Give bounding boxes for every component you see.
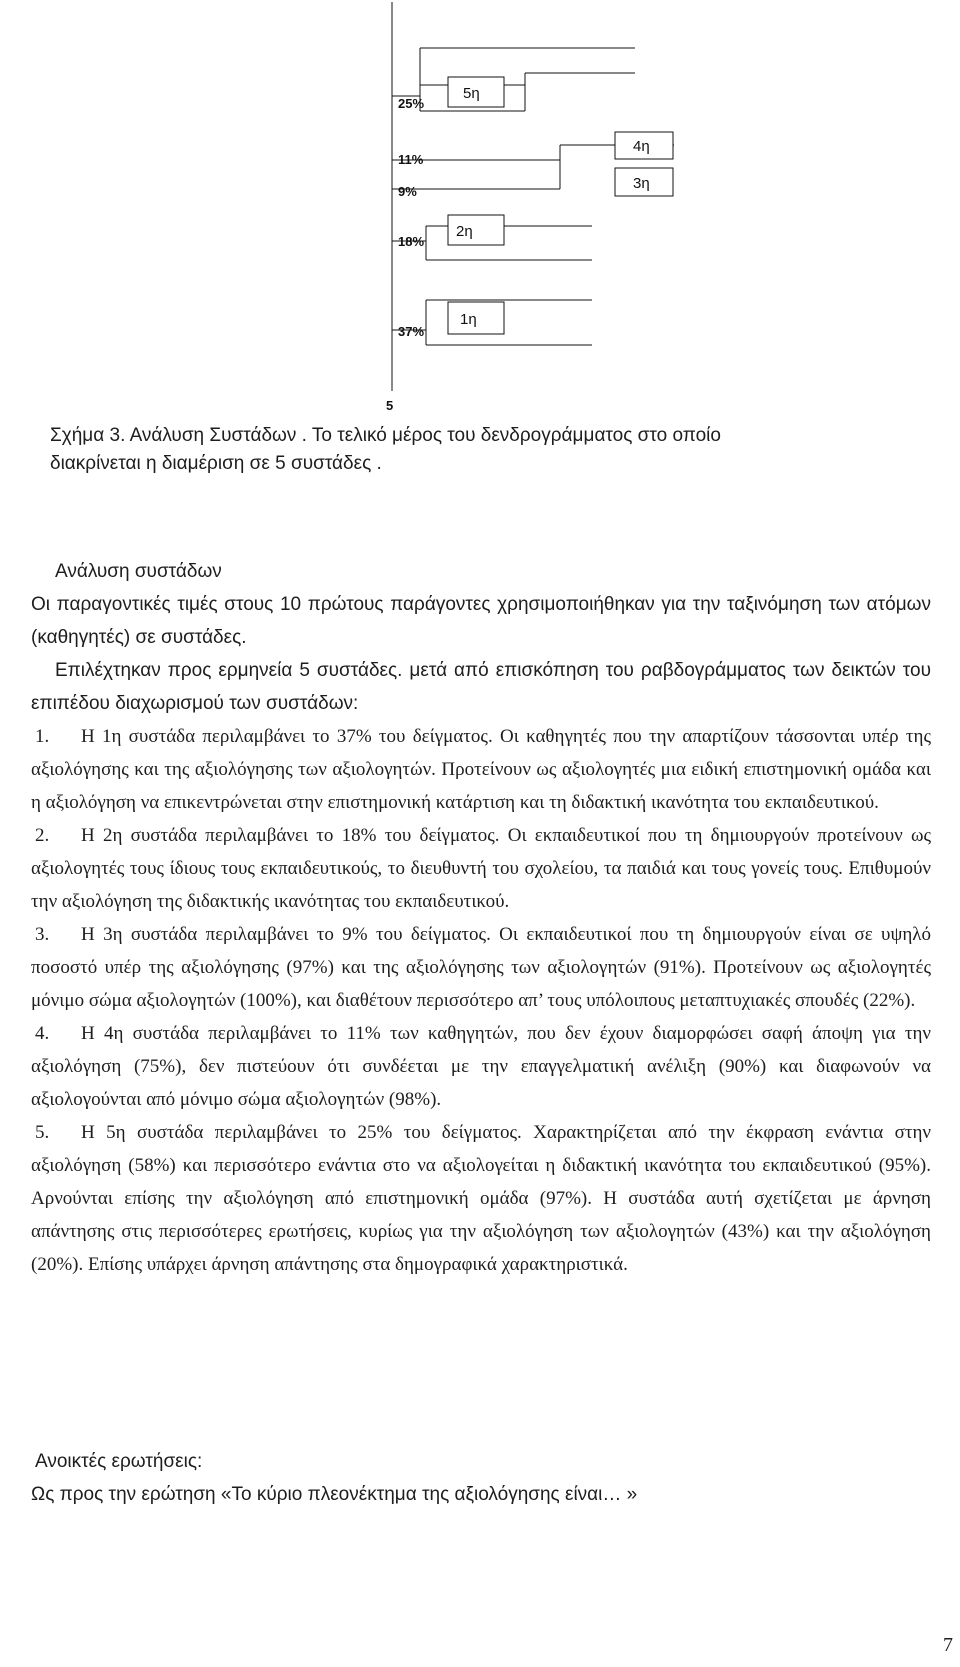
open-questions-line: Ως προς την ερώτηση «Το κύριο πλεονέκτημα της αξιολόγησης είναι… » (31, 1484, 638, 1505)
cluster-item-5 (31, 1116, 931, 1281)
cluster-item-number: 1. (35, 726, 50, 747)
cluster-label-2: 2η (456, 223, 473, 240)
cluster-item-number: 4. (35, 1023, 50, 1044)
cluster-label-5: 5η (463, 85, 480, 102)
cluster-item-text: Η 5η συστάδα περιλαμβάνει το 25% του δείγματος. Χαρακτηρίζεται από την έκφραση ενάντια στην αξιολόγηση (58%) και περισσότερο ενάντια στο να αξιολογείται η διδακτική ικανότητα του εκπαιδευτικού (95%). Αρνούνται επίσης την αξιολόγηση από επιστημονική ομάδα (97%). Η συστάδα αυτή σχετίζεται με άρνηση απάντησης στις περισσότερες ερωτήσεις, κυρίως για την αξιολόγηση των αξιολογητών (43%) και την αξιολόγηση (20%). Επίσης υπάρχει άρνηση απάντησης στα δημογραφικά χαρακτηριστικά. (31, 1122, 931, 1275)
cluster-label-4: 4η (633, 138, 650, 155)
cluster-item-1 (31, 720, 931, 819)
cluster-item-number: 3. (35, 924, 50, 945)
intro-paragraph-2: Επιλέχτηκαν προς ερμηνεία 5 συστάδες. μετά από επισκόπηση του ραβδογράμματος των δεικτών του επιπέδου διαχωρισμού των συστάδων: (31, 660, 931, 714)
dendrogram-figure (0, 0, 960, 420)
page-number: 7 (943, 1634, 953, 1656)
dendrogram-bottom-label: 5 (386, 398, 394, 413)
open-questions-section (31, 1445, 931, 1511)
cluster-label-1: 1η (460, 311, 477, 328)
cluster-item-text: Η 1η συστάδα περιλαμβάνει το 37% του δείγματος. Οι καθηγητές που την απαρτίζουν τάσσονται υπέρ της αξιολόγησης και της αξιολόγησης των αξιολογητών. Προτείνουν ως αξιολογητές μια ειδική επιστημονική ομάδα και η αξιολόγηση να επικεντρώνεται στην επιστημονική κατάρτιση και τη διδακτική ικανότητα του εκπαιδευτικού. (31, 726, 931, 813)
cluster-item-4 (31, 1017, 931, 1116)
pct-label-37: 37% (398, 324, 425, 339)
cluster-item-text: Η 2η συστάδα περιλαμβάνει το 18% του δείγματος. Οι εκπαιδευτικοί που τη δημιουργούν προτείνουν ως αξιολογητές τους ίδιους τους εκπαιδευτικούς, το διευθυντή του σχολείου, τα παιδιά και τους γονείς τους. Επιθυμούν την αξιολόγηση της διδακτικής ικανότητας του εκπαιδευτικού. (31, 825, 931, 912)
pct-label-11: 11% (398, 152, 424, 167)
intro-paragraph-1: Οι παραγοντικές τιμές στους 10 πρώτους παράγοντες χρησιμοποιήθηκαν για την ταξινόμηση των ατόμων (καθηγητές) σε συστάδες. (31, 594, 931, 648)
cluster-item-2 (31, 819, 931, 918)
figure-caption (50, 422, 910, 478)
body-text (31, 555, 931, 1281)
pct-label-18: 18% (398, 234, 425, 249)
cluster-item-text: Η 3η συστάδα περιλαμβάνει το 9% του δείγματος. Οι εκπαιδευτικοί που τη δημιουργούν είναι σε υψηλό ποσοστό υπέρ της αξιολόγησης (97%) και της αξιολόγησης των αξιολογητών (91%). Προτείνουν ως αξιολογητές μόνιμο σώμα αξιολογητών (100%), και διαθέτουν περισσότερο απ’ τους υπόλοιπους μεταπτυχιακές σπουδές (22%). (31, 924, 931, 1011)
cluster-label-3: 3η (633, 175, 650, 192)
caption-line-1: Σχήμα 3. Ανάλυση Συστάδων . Το τελικό μέρος του δενδρογράμματος στο οποίο (50, 425, 721, 446)
pct-label-25: 25% (398, 96, 425, 111)
caption-line-2: διακρίνεται η διαμέριση σε 5 συστάδες . (50, 453, 382, 474)
cluster-item-number: 5. (35, 1122, 50, 1143)
open-questions-heading: Ανοικτές ερωτήσεις: (35, 1451, 203, 1472)
cluster-item-number: 2. (35, 825, 50, 846)
cluster-item-3 (31, 918, 931, 1017)
cluster-item-text: Η 4η συστάδα περιλαμβάνει το 11% των καθηγητών, που δεν έχουν διαμορφώσει σαφή άποψη για την αξιολόγηση (75%), δεν πιστεύουν ότι συνδέεται με την επαγγελματική ανέλιξη (90%) και διαφωνούν να αξιολογούνται από μόνιμο σώμα αξιολογητών (98%). (31, 1023, 931, 1110)
section-heading: Ανάλυση συστάδων (55, 561, 222, 582)
pct-label-9: 9% (398, 184, 417, 199)
